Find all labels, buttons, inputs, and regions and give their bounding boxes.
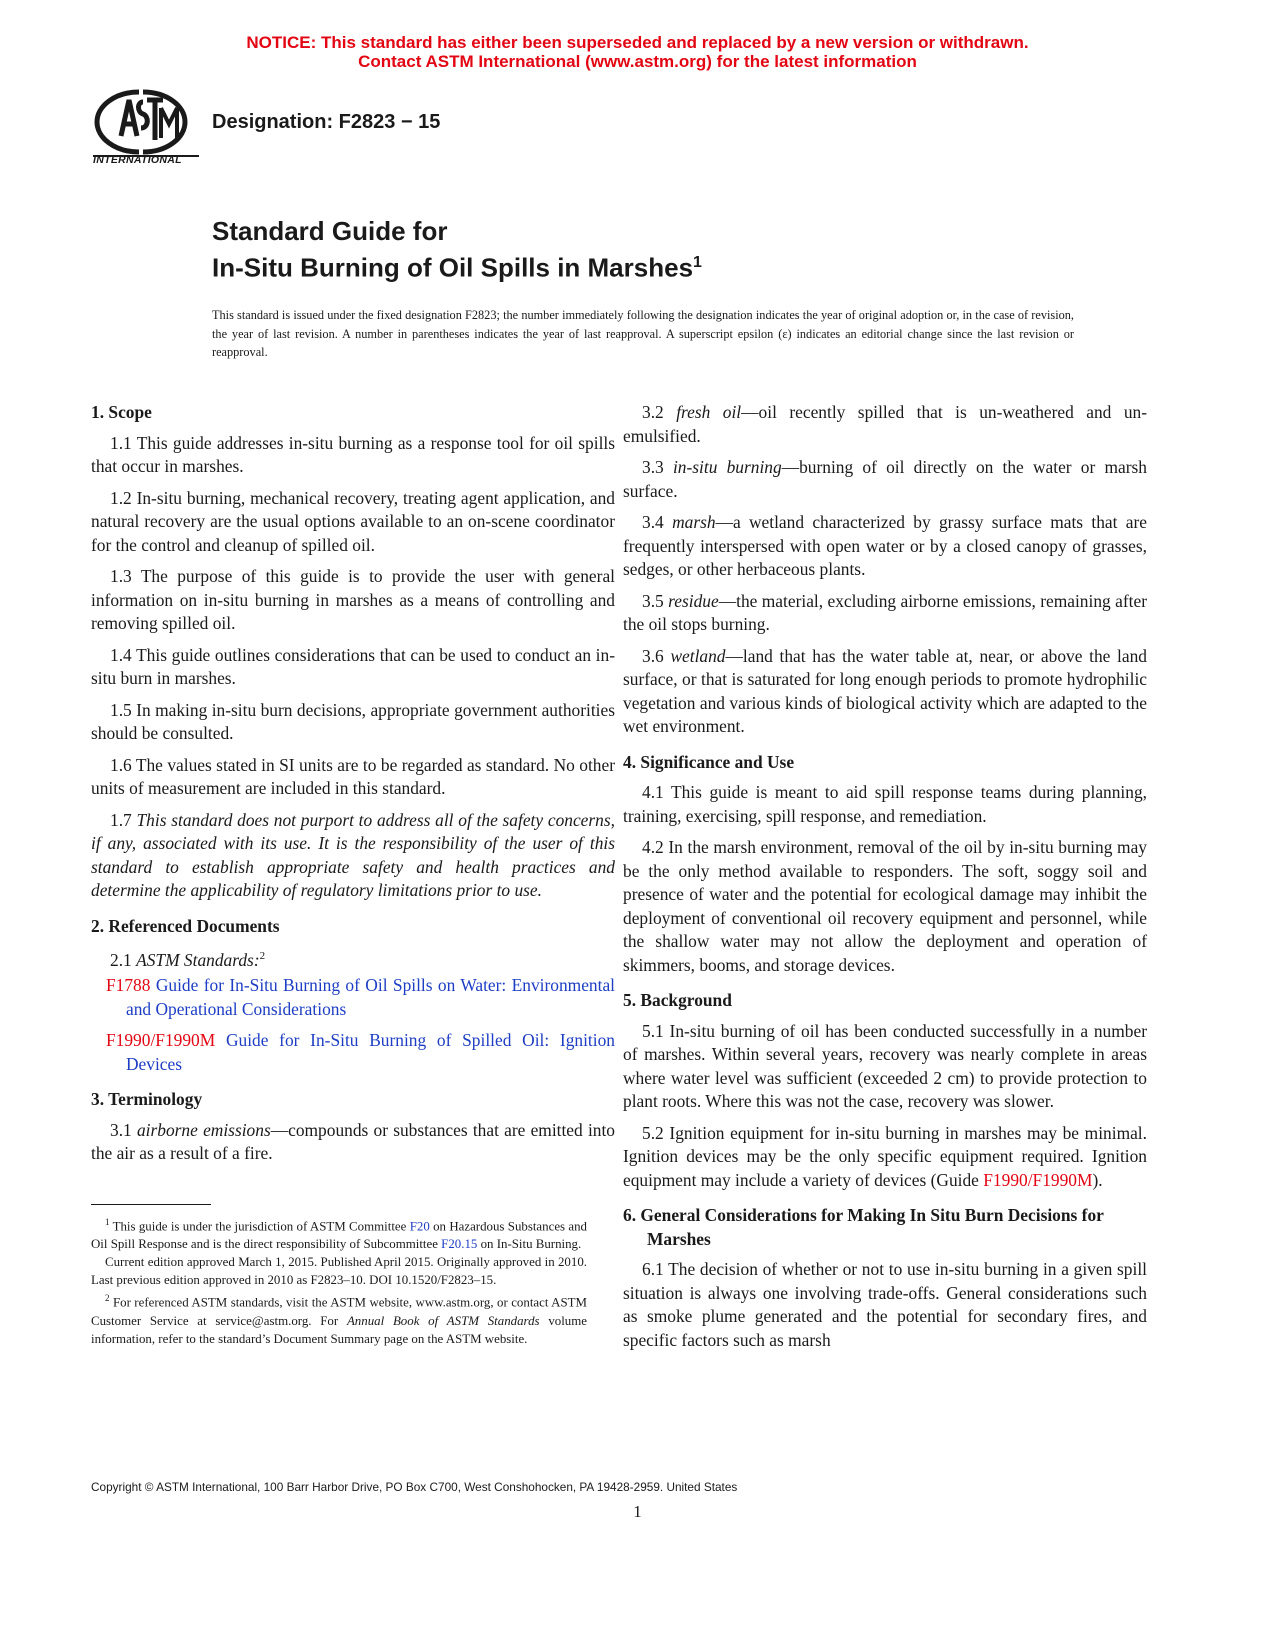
section-title: Scope	[108, 402, 152, 422]
reference-title[interactable]: Guide for In-Situ Burning of Oil Spills on Water: Environmental and Operational Considerations	[126, 975, 615, 1019]
term-3-2	[623, 401, 1147, 448]
section-1-heading	[91, 401, 615, 425]
footnote-text: This guide is under the jurisdiction of ASTM Committee	[112, 1219, 407, 1234]
section-number: 5.	[623, 990, 637, 1010]
footnote-text: on In-Situ Burning.	[480, 1237, 582, 1252]
para-text-end: ).	[1092, 1169, 1103, 1190]
para-1-5: 1.5 In making in-situ burn decisions, appropriate government authorities should be consulted.	[91, 699, 615, 743]
term-definition: —a wetland characterized by grassy surface mats that are frequently interspersed with open water or by a closed canopy of grasses, sedges, or other herbaceous plants.	[623, 512, 1147, 579]
term-number: 3.2	[642, 402, 664, 422]
section-title: Significance and Use	[640, 751, 795, 772]
footnote-1-edition: Current edition approved March 1, 2015. Published April 2015. Originally approved in 2010. Last previous edition approved in 2010 as F2823–10. DOI 10.1520/F2823–15.	[91, 1255, 587, 1288]
withdrawal-notice	[0, 33, 1275, 71]
para-text: 5.2 Ignition equipment for in-situ burning in marshes may be minimal. Ignition devices may be the only specific equipment required. Ignition equipment may include a variety of devices (Guide	[623, 1122, 1147, 1190]
para-1-2: 1.2 In-situ burning, mechanical recovery, treating agent application, and natural recovery are the usual options available to an on-scene coordinator for the control and cleanup of spilled oil.	[91, 487, 615, 555]
term-definition: —compounds or substances that are emitted into the air as a result of a fire.	[91, 1119, 615, 1164]
para-4-1: 4.1 This guide is meant to aid spill response teams during planning, training, exercising, spill response, and remediation.	[623, 782, 1147, 826]
issuance-statement: This standard is issued under the fixed designation F2823; the number immediately following the designation indicates the year of original adoption or, in the case of revision, the year of last revision. A number in parentheses indicates the year of last reapproval. A superscript epsilon (ε) indicates an editorial change since the last revision or reapproval.	[212, 308, 1074, 359]
title-line-1: Standard Guide for	[212, 216, 448, 246]
term-definition: —the material, excluding airborne emissions, remaining after the oil stops burning.	[623, 590, 1147, 634]
term-definition: —land that has the water table at, near, or above the land surface, or that is saturated for long enough periods to promote hydrophilic vegetation and various kinds of biological activity which are adapted to the wet environment.	[623, 645, 1147, 736]
para-number: 2.1	[110, 949, 132, 970]
term-number: 3.3	[642, 457, 664, 477]
section-number: 2.	[91, 915, 105, 936]
section-title: Background	[640, 990, 732, 1010]
footnote-marker: 2	[259, 950, 266, 962]
para-5-2	[623, 1122, 1147, 1193]
committee-link[interactable]: F20	[409, 1219, 430, 1234]
para-1-4: 1.4 This guide outlines considerations that can be used to conduct an in-situ burn in marshes.	[91, 644, 615, 688]
term-number: 3.6	[642, 645, 664, 666]
para-4-2: 4.2 In the marsh environment, removal of the oil by in-situ burning may be the only method available to responders. The soft, soggy soil and presence of water and the potential for ecological damage may inhibit the deployment of conventional oil recovery equipment and personnel, while the shallow water may not allow the deployment and operation of skimmers, booms, and storage devices.	[623, 837, 1147, 975]
copyright-line: Copyright © ASTM International, 100 Barr Harbor Drive, PO Box C700, West Conshohocken, PA 19428-2959. United States	[91, 1480, 738, 1494]
footnote-text: For referenced ASTM standards, visit the ASTM website, www.astm.org, or contact ASTM Customer Service at service@astm.org. For	[91, 1295, 587, 1328]
footnote-marker: 1	[105, 1217, 110, 1227]
section-number: 1.	[91, 402, 105, 422]
term-number: 3.4	[642, 512, 664, 532]
title-footnote-marker: 1	[693, 254, 702, 271]
term-3-5	[623, 590, 1147, 637]
para-1-1: 1.1 This guide addresses in-situ burning as a response tool for oil spills that occur in marshes.	[91, 432, 615, 476]
term-3-1	[91, 1119, 615, 1166]
term-definition: —oil recently spilled that is un-weathered and un-emulsified.	[623, 402, 1148, 446]
para-text: This standard does not purport to address all of the safety concerns, if any, associated with its use. It is the responsibility of the user of this standard to establish appropriate safety and health practices and determine the applicability of regulatory limitations prior to use.	[91, 809, 615, 900]
logo-text: INTERNATIONAL	[93, 154, 182, 166]
term-3-3	[623, 456, 1147, 503]
section-title: Referenced Documents	[108, 915, 280, 936]
notice-line-2: Contact ASTM International (www.astm.org) for the latest information	[358, 52, 917, 71]
term-definition: —burning of oil directly on the water or marsh surface.	[623, 457, 1147, 501]
para-1-6: 1.6 The values stated in SI units are to be regarded as standard. No other units of measurement are included in this standard.	[91, 754, 615, 798]
section-5-heading	[623, 989, 1147, 1013]
footnote-marker: 2	[105, 1293, 110, 1304]
term-number: 3.5	[642, 590, 664, 611]
section-title: General Considerations for Making In Situ Burn Decisions for Marshes	[640, 1205, 1104, 1249]
footnote-text: on Hazardous Substances and Oil Spill Response and is the direct responsibility of Subcommittee	[91, 1219, 588, 1252]
section-number: 4.	[623, 751, 637, 772]
term-3-6	[623, 645, 1147, 739]
page-number: 1	[633, 1502, 642, 1521]
para-5-1: 5.1 In-situ burning of oil has been conducted successfully in a number of marshes. Within several years, recovery was nearly complete in areas where water level was sufficient (exceeded 2 cm) to provide protection to plant roots. Where this was not the case, recovery was slower.	[623, 1020, 1147, 1111]
footnote-divider	[91, 1204, 211, 1205]
para-1-7	[91, 809, 615, 903]
footnote-text: volume information, refer to the standard’s Document Summary page on the ASTM website.	[91, 1313, 587, 1346]
section-3-heading	[91, 1088, 615, 1112]
section-number: 3.	[91, 1089, 105, 1110]
right-column	[623, 401, 1147, 1360]
footnote-1	[91, 1213, 587, 1253]
term-number: 3.1	[110, 1119, 132, 1140]
footnotes	[91, 1213, 587, 1348]
section-title: Terminology	[108, 1089, 203, 1110]
term-name: residue	[668, 590, 719, 611]
term-name: marsh	[672, 512, 716, 532]
subcommittee-link[interactable]: F20.15	[441, 1237, 478, 1252]
document-title	[212, 215, 702, 284]
para-number: 1.7	[110, 809, 132, 830]
para-2-1	[91, 945, 615, 972]
astm-logo	[91, 88, 201, 170]
term-3-4	[623, 511, 1147, 582]
term-name: wetland	[670, 645, 726, 666]
term-name: fresh oil	[676, 402, 742, 422]
reference-title[interactable]: Guide for In-Situ Burning of Spilled Oil: Ignition Devices	[126, 1030, 615, 1074]
para-1-3: 1.3 The purpose of this guide is to provide the user with general information on in-situ burning in marshes as a means of controlling and removing spilled oil.	[91, 566, 615, 633]
para-6-1: 6.1 The decision of whether or not to use in-situ burning in a given spill situation is always one involving trade-offs. General considerations such as smoke plume generated and the potential for secondary fires, and specific factors such as marsh	[623, 1259, 1147, 1350]
section-2-heading	[91, 915, 615, 939]
section-number: 6.	[623, 1205, 637, 1225]
left-column	[91, 401, 615, 1174]
section-6-heading	[623, 1204, 1147, 1251]
section-4-heading	[623, 751, 1147, 775]
title-line-2	[212, 247, 702, 284]
reference-f1990[interactable]	[91, 1029, 615, 1076]
para-text: ASTM Standards:	[136, 949, 260, 970]
footnote-italic: Annual Book of ASTM Standards	[346, 1313, 540, 1328]
term-name: airborne emissions	[136, 1119, 271, 1140]
reference-f1788[interactable]	[91, 974, 615, 1021]
designation: Designation: F2823 − 15	[212, 111, 441, 133]
reference-link-f1990[interactable]: F1990/F1990M	[983, 1169, 1093, 1190]
reference-code[interactable]: F1788	[106, 975, 151, 996]
footnote-2	[91, 1289, 587, 1347]
term-name: in-situ burning	[672, 457, 782, 477]
notice-line-1: NOTICE: This standard has either been superseded and replaced by a new version or withdrawn.	[246, 33, 1029, 52]
title-line-2-text: In-Situ Burning of Oil Spills in Marshes	[212, 252, 694, 283]
reference-code[interactable]: F1990/F1990M	[106, 1030, 216, 1051]
